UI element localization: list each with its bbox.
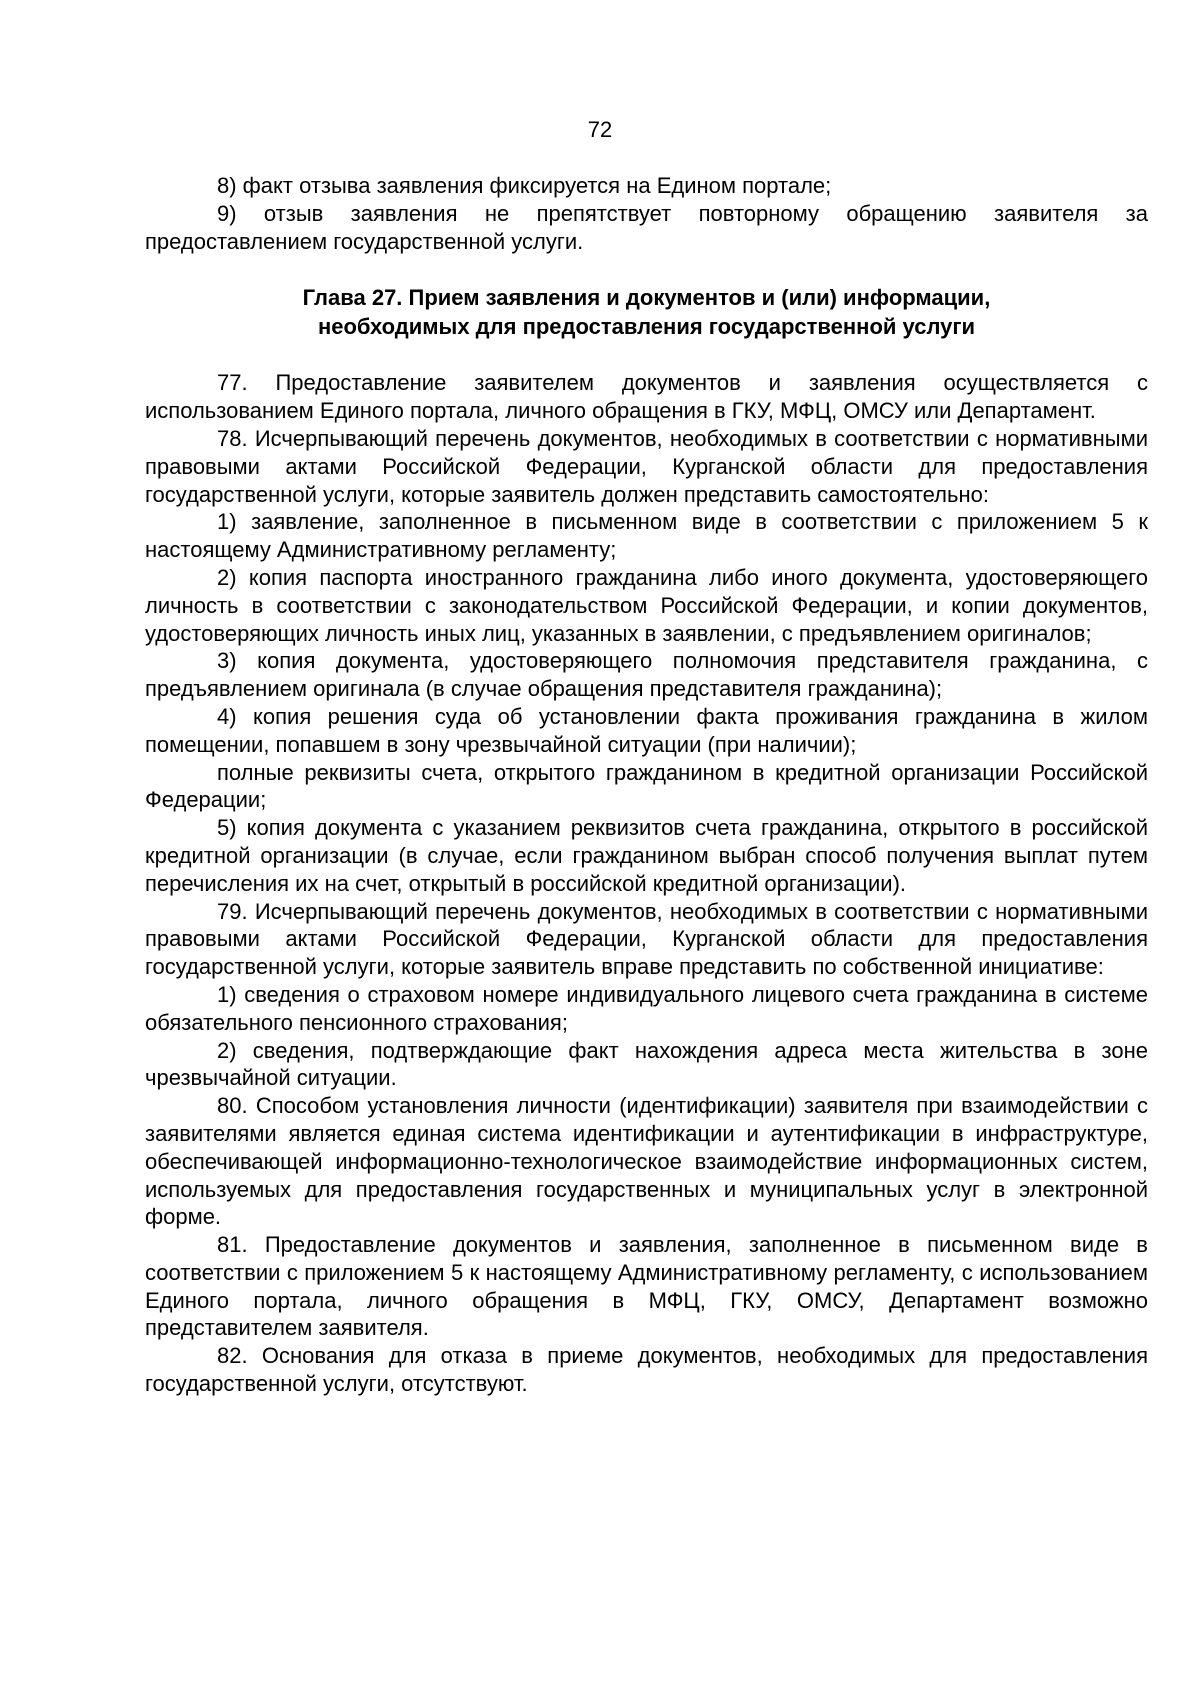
- paragraph-77: 77. Предоставление заявителем документов и заявления осуществляется с использованием Единого портала, личного обращения в ГКУ, МФЦ, ОМСУ или Департамент.: [145, 370, 1148, 424]
- paragraph-78-item-1: 1) заявление, заполненное в письменном виде в соответствии с приложением 5 к настоящему Административному регламенту;: [145, 509, 1148, 563]
- chapter-heading-line-1: Глава 27. Прием заявления и документов и (или) информации,: [302, 285, 991, 311]
- list-item-8: 8) факт отзыва заявления фиксируется на Едином портале;: [217, 173, 832, 198]
- paragraph-79-item-2: 2) сведения, подтверждающие факт нахождения адреса места жительства в зоне чрезвычайной ситуации.: [145, 1037, 1148, 1091]
- paragraph-78-item-3: 3) копия документа, удостоверяющего полномочия представителя гражданина, с предъявлением оригинала (в случае обращения представителя гражданина);: [145, 648, 1148, 702]
- paragraph-80: 80. Способом установления личности (идентификации) заявителя при взаимодействии с заявителями является единая система идентификации и аутентификации в инфраструктуре, обеспечивающей информационно-технологическое взаимодействие информационных систем, используемых для предоставления государственных и муниципальных услуг в электронной форме.: [145, 1093, 1148, 1230]
- paragraph-82: 82. Основания для отказа в приеме документов, необходимых для предоставления государственной услуги, отсутствуют.: [145, 1343, 1148, 1397]
- paragraph-79-item-1: 1) сведения о страховом номере индивидуального лицевого счета гражданина в системе обязательного пенсионного страхования;: [145, 981, 1148, 1035]
- paragraph-78-item-5: 5) копия документа с указанием реквизитов счета гражданина, открытого в российской кредитной организации (в случае, если гражданином выбран способ получения выплат путем перечисления их на счет, открытый в российской кредитной организации).: [145, 815, 1148, 896]
- paragraph-81: 81. Предоставление документов и заявления, заполненное в письменном виде в соответствии с приложением 5 к настоящему Административному регламенту, с использованием Единого портала, личного обращения в МФЦ, ГКУ, ОМСУ, Департамент возможно представителем заявителя.: [145, 1232, 1148, 1341]
- paragraph-78-item-4: 4) копия решения суда об установлении факта проживания гражданина в жилом помещении, попавшем в зону чрезвычайной ситуации (при наличии);: [145, 703, 1148, 757]
- chapter-heading-line-2: необходимых для предоставления государственной услуги: [317, 314, 976, 340]
- document-body: [145, 172, 1148, 1398]
- paragraph-78-requisites: полные реквизиты счета, открытого гражданином в кредитной организации Российской Федерации;: [145, 759, 1148, 813]
- list-item-9: 9) отзыв заявления не препятствует повторному обращению заявителя за предоставлением государственной услуги.: [145, 200, 1148, 254]
- paragraph-78: 78. Исчерпывающий перечень документов, необходимых в соответствии с нормативными правовыми актами Российской Федерации, Курганской области для предоставления государственной услуги, которые заявитель должен представить самостоятельно:: [145, 425, 1148, 507]
- paragraph-78-item-2: 2) копия паспорта иностранного гражданина либо иного документа, удостоверяющего личность в соответствии с законодательством Российской Федерации, и копии документов, удостоверяющих личность иных лиц, указанных в заявлении, с предъявлением оригиналов;: [145, 564, 1148, 646]
- paragraph-79: 79. Исчерпывающий перечень документов, необходимых в соответствии с нормативными правовыми актами Российской Федерации, Курганской области для предоставления государственной услуги, которые заявитель вправе представить по собственной инициативе:: [145, 898, 1148, 980]
- chapter-heading: [145, 283, 1148, 341]
- page-number: 72: [587, 117, 613, 142]
